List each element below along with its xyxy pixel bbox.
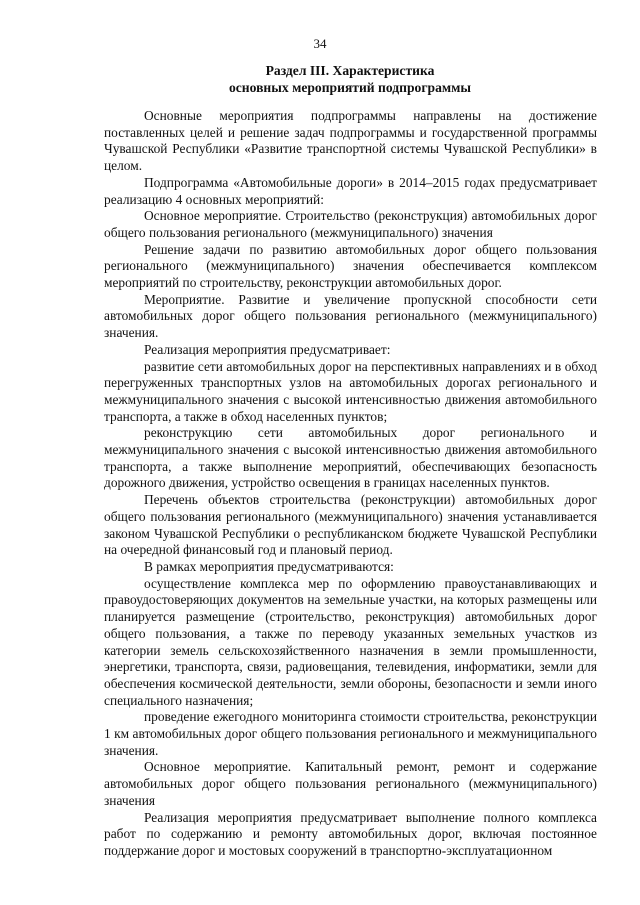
- paragraph: Мероприятие. Развитие и увеличение пропускной способности сети автомобильных дорог общего пользования регионального (межмуниципального) значения.: [104, 291, 597, 341]
- paragraph: осуществление комплекса мер по оформлению правоустанавливающих и правоудостоверяющих документов на земельные участки, на которых размещены или планируется размещение (строительство, реконструкция) автомобильных дорог общего пользования, а также по переводу указанных земельных участков из категории земель сельскохозяйственного назначения в земли промышленности, энергетики, транспорта, связи, радиовещания, телевидения, информатики, земли для обеспечения космической деятельности, земли обороны, безопасности и земли иного специального назначения;: [104, 575, 597, 708]
- paragraph: Реализация мероприятия предусматривает выполнение полного комплекса работ по содержанию и ремонту автомобильных дорог, включая постоянное поддержание дорог и мостовых сооружений в транспортно-эксплуатационном: [104, 809, 597, 858]
- page-number: 34: [313, 36, 327, 51]
- paragraph: реконструкцию сети автомобильных дорог регионального и межмуниципального значения с высокой интенсивностью движения автомобильного транспорта, а также выполнение мероприятий, обеспечивающих безопасность дорожного движения, устройство освещения в границах населенных пунктов.: [104, 425, 597, 491]
- paragraph: проведение ежегодного мониторинга стоимости строительства, реконструкции 1 км автомобильных дорог общего пользования регионального и межмуниципального значения.: [104, 709, 597, 758]
- paragraph: Основное мероприятие. Строительство (реконструкция) автомобильных дорог общего пользования регионального (межмуниципального) значения: [104, 208, 597, 240]
- paragraph: развитие сети автомобильных дорог на перспективных направлениях и в обход перегруженных транспортных узлов на автомобильных дорогах регионального и межмуниципального значения с высокой интенсивностью движения автомобильного транспорта, а также в обход населенных пунктов;: [104, 358, 597, 424]
- paragraph: Перечень объектов строительства (реконструкции) автомобильных дорог общего пользования регионального (межмуниципального) значения устанавливается законом Чувашской Республики о республиканском бюджете Чувашской Республики на очередной финансовый год и плановый период.: [104, 492, 597, 558]
- paragraph: Реализация мероприятия предусматривает:: [144, 341, 391, 357]
- paragraph: Решение задачи по развитию автомобильных дорог общего пользования регионального (межмуниципального) значения обеспечивается комплексом мероприятий по строительству, реконструкции автомобильных дорог.: [104, 241, 597, 291]
- paragraph: Основные мероприятия подпрограммы направлены на достижение поставленных целей и решение задач подпрограммы и государственной программы Чувашской Республики «Развитие транспортной системы Чувашской Республики» в целом.: [104, 108, 597, 174]
- section-heading: [100, 62, 600, 96]
- document-body: [104, 108, 597, 860]
- section-heading-line-2: основных мероприятий подпрограммы: [228, 80, 472, 95]
- paragraph: Основное мероприятие. Капитальный ремонт, ремонт и содержание автомобильных дорог общего пользования регионального (межмуниципального) значения: [104, 759, 597, 808]
- paragraph: Подпрограмма «Автомобильные дороги» в 2014–2015 годах предусматривает реализацию 4 основных мероприятий:: [104, 174, 597, 207]
- section-heading-line-1: Раздел III. Характеристика: [265, 63, 435, 78]
- paragraph: В рамках мероприятия предусматриваются:: [144, 558, 394, 574]
